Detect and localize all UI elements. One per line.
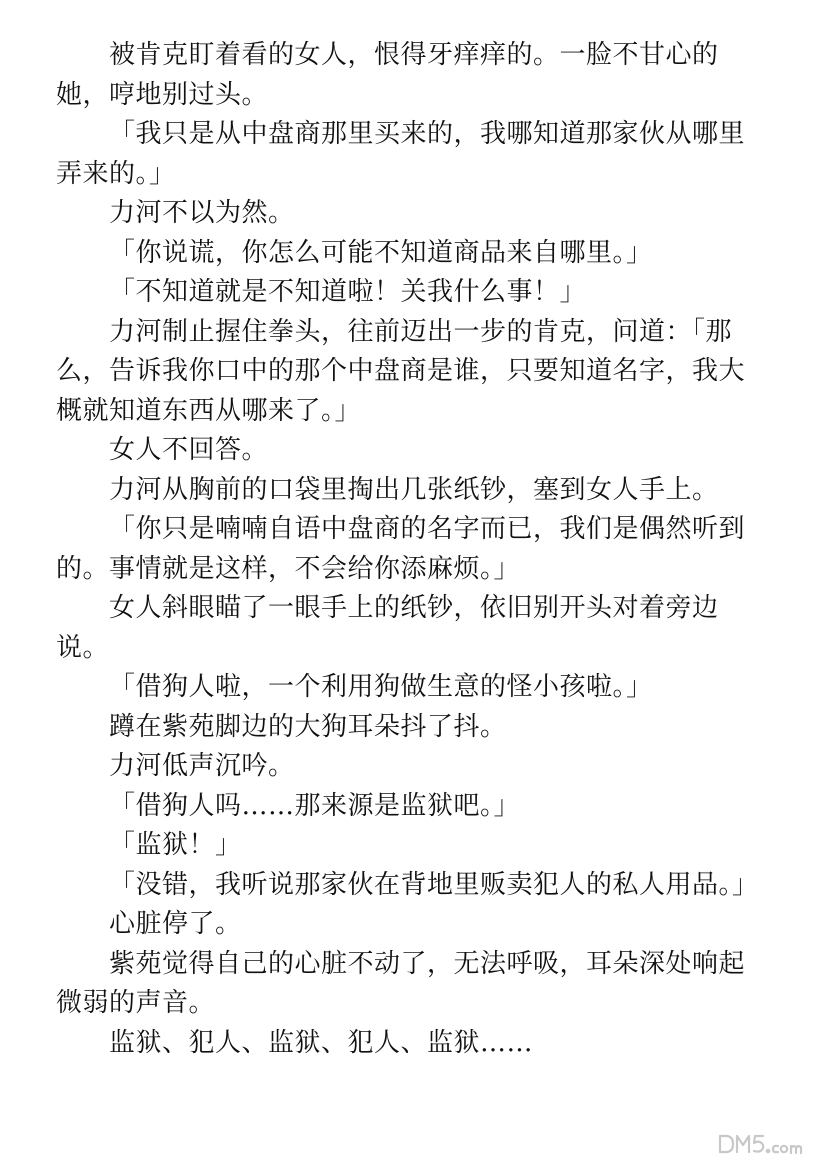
paragraph: 力河低声沉吟。: [109, 751, 295, 781]
paragraph: 紫苑觉得自己的心脏不动了，无法呼吸，耳朵深处响起微弱的声音。: [56, 948, 746, 1018]
paragraph: 「你说谎，你怎么可能不知道商品来自哪里。」: [109, 237, 653, 268]
paragraph: 「我只是从中盘商那里买来的，我哪知道那家伙从哪里弄来的。」: [56, 119, 746, 189]
paragraph: 女人不回答。: [109, 435, 269, 465]
paragraph: 心脏停了。: [109, 909, 242, 939]
paragraph: 力河从胸前的口袋里掏出几张纸钞，塞到女人手上。: [109, 474, 719, 505]
paragraph: 女人斜眼瞄了一眼手上的纸钞，依旧别开头对着旁边说。: [56, 593, 719, 663]
dm5-watermark-logo: [712, 1129, 812, 1159]
paragraph: 「没错，我听说那家伙在背地里贩卖犯人的私人用品。」: [109, 869, 759, 900]
paragraph: 「借狗人啦，一个利用狗做生意的怪小孩啦。」: [109, 672, 653, 702]
paragraph: 监狱、犯人、监狱、犯人、监狱……: [109, 1027, 534, 1058]
paragraph: 力河制止握住拳头，往前迈出一步的肯克，问道：「那么，告诉我你口中的那个中盘商是谁，只要知道名字，我大概就知道东西从哪来了。」: [56, 316, 746, 426]
paragraph: 「你只是喃喃自语中盘商的名字而已，我们是偶然听到的。事情就是这样，不会给你添麻烦。」: [56, 514, 746, 584]
novel-text-body: [56, 36, 759, 1063]
watermark-logo-icon: [716, 1130, 812, 1158]
paragraph: 被肯克盯着看的女人，恨得牙痒痒的。一脸不甘心的她，哼地别过头。: [56, 40, 719, 110]
paragraph: 力河不以为然。: [109, 198, 295, 228]
paragraph: 蹲在紫苑脚边的大狗耳朵抖了抖。: [109, 711, 507, 742]
paragraph: 「借狗人吗……那来源是监狱吧。」: [109, 790, 521, 821]
paragraph: 「监狱！」: [109, 830, 242, 860]
paragraph: 「不知道就是不知道啦！关我什么事！」: [109, 277, 587, 307]
